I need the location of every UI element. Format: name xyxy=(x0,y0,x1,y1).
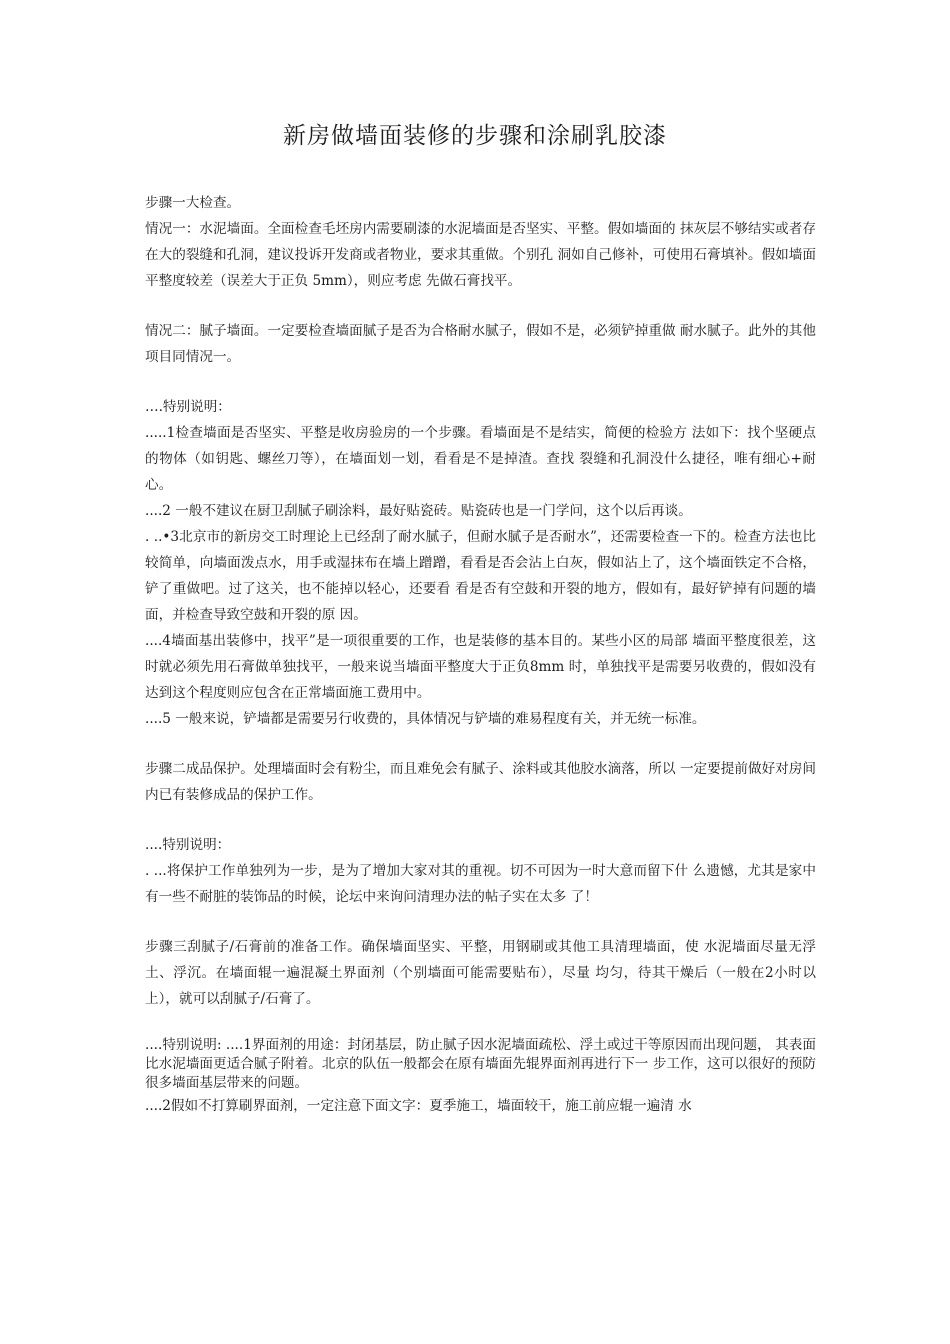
paragraph-gap xyxy=(145,1012,816,1036)
special-note-heading: ….特别说明： xyxy=(145,399,231,415)
interface-agent-note: ....特别说明: ....1界面剂的用途：封闭基层，防止腻子因水泥墙面疏松、浮土或过干等原因而出现问题， 其表面比水泥墙面更适合腻子附着。北京的队伍一般都会在原有墙面先辊界面剂再进行下一 步工作，这可以很好的预防很多墙面基层带来的问题。 xyxy=(145,1037,816,1091)
paragraph-gap xyxy=(145,732,816,756)
document-body xyxy=(145,190,816,1119)
note-item-2: ....2 一般不建议在厨卫刮腻子刷涂料，最好贴瓷砖。贴瓷砖也是一门学问，这个以后再谈。 xyxy=(145,503,692,519)
paragraph-gap xyxy=(145,808,816,832)
special-note-heading-2: ....特别说明： xyxy=(145,837,231,853)
paragraph-gap xyxy=(145,910,816,934)
paragraph-gap xyxy=(145,370,816,394)
step-one-heading: 步骤一大检查。 xyxy=(145,195,241,211)
no-interface-agent-note: ....2假如不打算刷界面剂，一定注意下面文字：夏季施工，墙面较干，施工前应辊一遍清 水 xyxy=(145,1098,692,1114)
case-one-paragraph: 情况一：水泥墙面。全面检查毛坯房内需要刷漆的水泥墙面是否坚实、平整。假如墙面的 抹灰层不够结实或者存在大的裂缝和孔洞，建议投诉开发商或者物业，要求其重做。个别孔 洞如自己修补，可使用石膏填补。假如墙面平整度较差（误差大于正负 5mm），则应考虑 先做石膏找平。 xyxy=(145,221,816,289)
compact-notes xyxy=(145,1036,816,1093)
case-two-paragraph: 情况二：腻子墙面。一定要检查墙面腻子是否为合格耐水腻子，假如不是，必须铲掉重做 耐水腻子。此外的其他项目同情况一。 xyxy=(145,323,816,365)
paragraph-gap xyxy=(145,294,816,318)
note-item-3: . ..•3北京市的新房交工时理论上已经刮了耐水腻子，但耐水腻子是否耐水”，还需要检查一下的。检查方法也比较简单，向墙面泼点水，用手或湿抹布在墙上蹭蹭，看看是否会沾上白灰，假如沾上了，这个墙面铁定不合格，铲了重做吧。过了这关，也不能掉以轻心，还要看 看是否有空鼓和开裂的地方，假如有，最好铲掉有问题的墙面，并检查导致空鼓和开裂的原 因。 xyxy=(145,529,816,623)
step-two-paragraph: 步骤二成品保护。处理墙面时会有粉尘，而且难免会有腻子、涂料或其他胶水滴落，所以 一定要提前做好对房间内已有装修成品的保护工作。 xyxy=(145,761,816,803)
document-title: 新房做墙面装修的步骤和涂刷乳胶漆 xyxy=(283,123,667,149)
note-item-1: .....1检查墙面是否坚实、平整是收房验房的一个步骤。看墙面是不是结实，简便的检验方 法如下：找个坚硬点的物体（如钥匙、螺丝刀等），在墙面划一划，看看是不是掉渣。查找 裂缝和孔洞没什么捷径，唯有细心+耐心。 xyxy=(145,425,816,493)
protection-note: . ...将保护工作单独列为一步，是为了增加大家对其的重视。切不可因为一时大意而留下什 么遗憾，尤其是家中有一些不耐脏的装饰品的时候，论坛中来询问清理办法的帖子实在太多 了！ xyxy=(145,863,816,905)
note-item-5: ....5 一般来说，铲墙都是需要另行收费的，具体情况与铲墙的难易程度有关，并无统一标准。 xyxy=(145,711,706,727)
note-item-4: ....4墙面基出装修中，找平”是一项很重要的工作，也是装修的基本目的。某些小区的局部 墙面平整度很差，这时就必须先用石膏做单独找平，一般来说当墙面平整度大于正负8mm 时，单独找平是需要另收费的，假如没有达到这个程度则应包含在正常墙面施工费用中。 xyxy=(145,633,816,701)
step-three-paragraph: 步骤三刮腻子/石膏前的准备工作。确保墙面坚实、平整，用钢刷或其他工具清理墙面，使 水泥墙面尽量无浮土、浮沉。在墙面辊一遍混凝土界面剂（个别墙面可能需要贴布），尽量 均匀，待其干燥后（一般在2小时以上），就可以刮腻子/石膏了。 xyxy=(145,939,816,1007)
